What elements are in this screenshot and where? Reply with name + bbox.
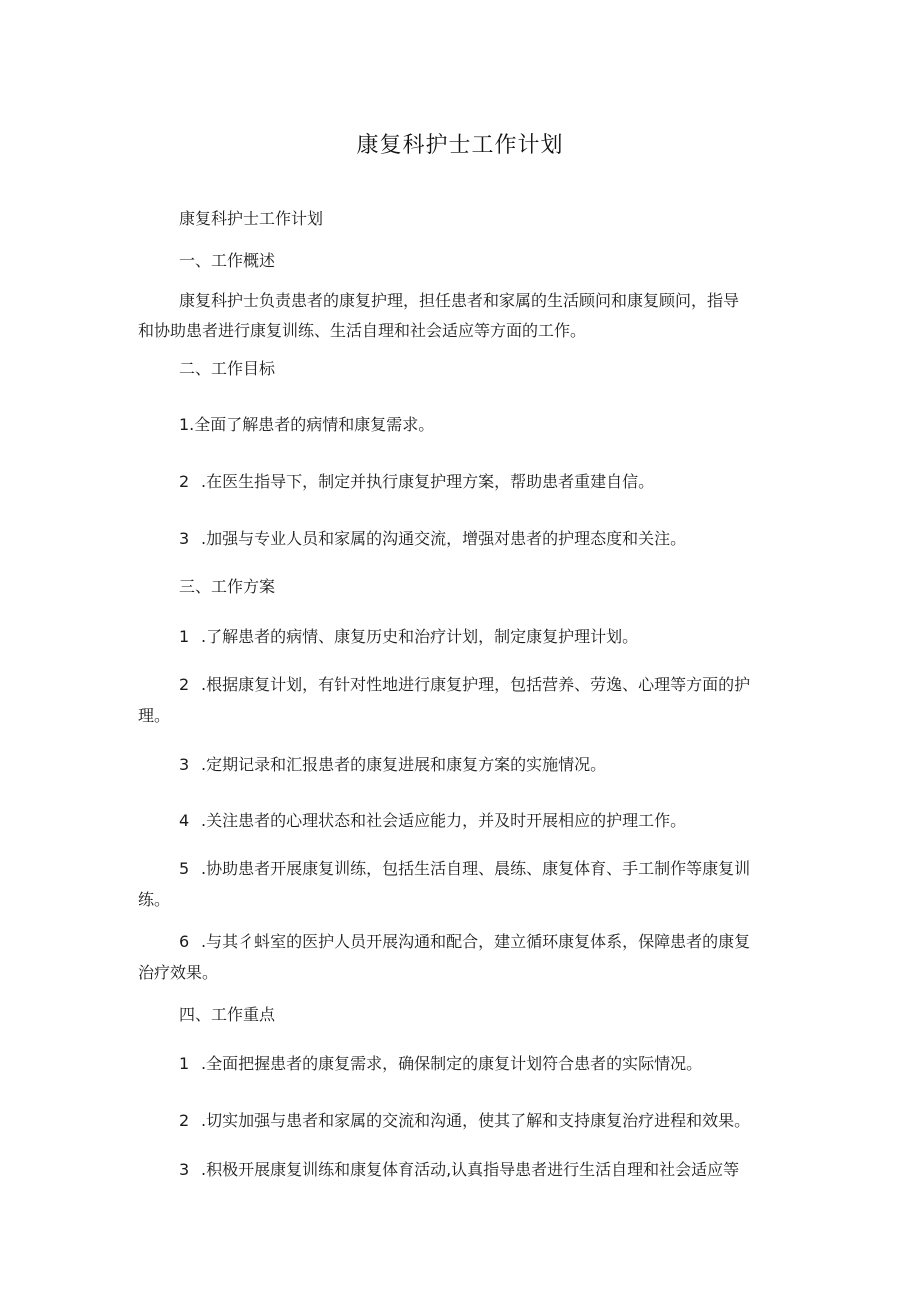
plan-item-text: .了解患者的病情、康复历史和治疗计划，制定康复护理计划。 xyxy=(201,627,639,646)
plan-item-number: 2 xyxy=(179,675,190,694)
section-heading-plan: 三、工作方案 xyxy=(179,577,276,596)
focus-item-text: .全面把握患者的康复需求，确保制定的康复计划符合患者的实际情况。 xyxy=(201,1054,703,1073)
document-subtitle: 康复科护士工作计划 xyxy=(179,209,324,228)
overview-paragraph-line2: 和协助患者进行康复训练、生活自理和社会适应等方面的工作。 xyxy=(138,321,587,340)
focus-item-1 xyxy=(138,1048,829,1079)
plan-item-text-continued: 练。 xyxy=(138,890,171,909)
plan-item-text-continued: 治疗效果。 xyxy=(138,963,219,982)
goal-item-text: .在医生指导下，制定并执行康复护理方案，帮助患者重建自信。 xyxy=(201,472,655,491)
plan-item-3 xyxy=(138,749,829,780)
plan-item-number: 6 xyxy=(179,932,190,951)
focus-item-text: .切实加强与患者和家属的交流和沟通，使其了解和支持康复治疗进程和效果。 xyxy=(201,1111,751,1130)
focus-item-number: 3 xyxy=(179,1160,190,1179)
plan-item-6 xyxy=(138,926,788,988)
goal-item-number: 3 xyxy=(179,529,190,548)
plan-item-number: 3 xyxy=(179,755,190,774)
overview-paragraph-line1: 康复科护士负责患者的康复护理，担任患者和家属的生活顾问和康复顾问，指导 xyxy=(179,291,740,310)
plan-item-text: .协助患者开展康复训练，包括生活自理、晨练、康复体育、手工制作等康复训 xyxy=(201,859,751,878)
section-heading-goals: 二、工作目标 xyxy=(179,359,276,378)
goal-item-number: 1. xyxy=(179,415,195,434)
plan-item-number: 5 xyxy=(179,859,190,878)
focus-item-2 xyxy=(138,1105,829,1136)
document-title: 康复科护士工作计划 xyxy=(356,133,564,158)
plan-item-text: .根据康复计划，有针对性地进行康复护理，包括营养、劳逸、心理等方面的护 xyxy=(201,675,751,694)
plan-item-text: .定期记录和汇报患者的康复进展和康复方案的实施情况。 xyxy=(201,755,607,774)
goal-item-number: 2 xyxy=(179,472,190,491)
section-heading-focus: 四、工作重点 xyxy=(179,1005,276,1024)
goal-item-text: 全面了解患者的病情和康复需求。 xyxy=(194,415,435,434)
plan-item-number: 4 xyxy=(179,811,190,830)
plan-item-2 xyxy=(138,669,788,731)
goal-item-2 xyxy=(138,466,829,497)
plan-item-text: .关注患者的心理状态和社会适应能力，并及时开展相应的护理工作。 xyxy=(201,811,687,830)
section-heading-overview: 一、工作概述 xyxy=(179,251,276,270)
plan-item-4 xyxy=(138,805,829,836)
focus-item-number: 2 xyxy=(179,1111,190,1130)
goal-item-3 xyxy=(138,523,829,554)
goal-item-1 xyxy=(138,409,829,440)
focus-item-number: 1 xyxy=(179,1054,190,1073)
focus-item-text: .积极开展康复训练和康复体育活动,认真指导患者进行生活自理和社会适应等 xyxy=(201,1160,740,1179)
plan-item-text-continued: 理。 xyxy=(138,706,171,725)
plan-item-number: 1 xyxy=(179,627,190,646)
goal-item-text: .加强与专业人员和家属的沟通交流，增强对患者的护理态度和关注。 xyxy=(201,529,687,548)
focus-item-3 xyxy=(138,1154,829,1185)
plan-item-1 xyxy=(138,621,829,652)
plan-item-text: .与其彳蚪室的医护人员开展沟通和配合，建立循环康复体系，保障患者的康复 xyxy=(201,932,751,951)
plan-item-5 xyxy=(138,853,788,915)
